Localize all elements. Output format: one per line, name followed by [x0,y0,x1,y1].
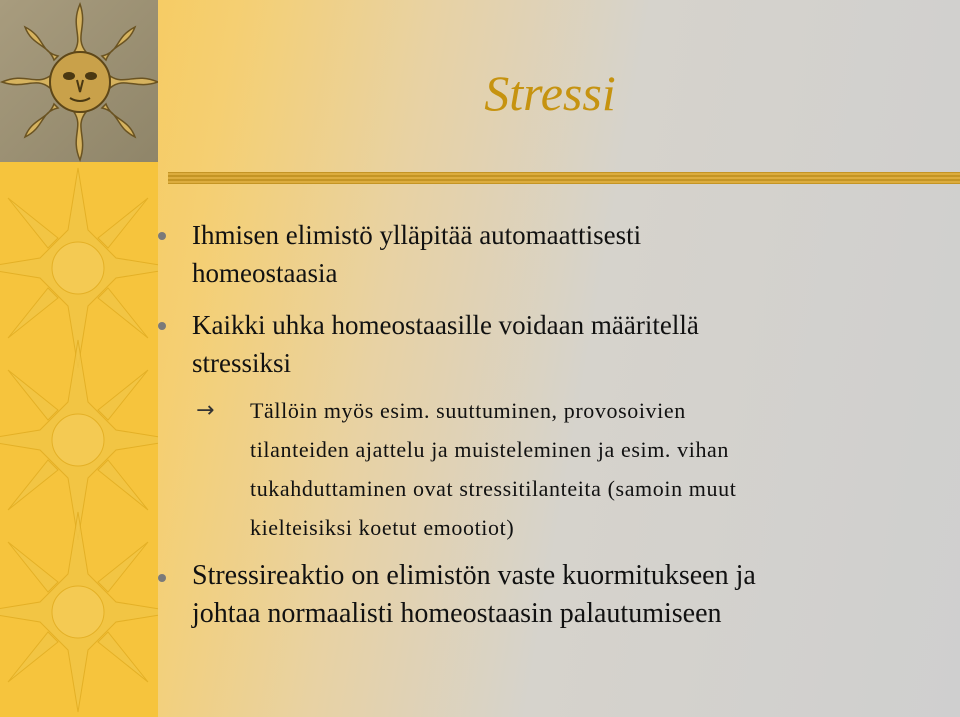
slide-title: Stressi [484,65,616,121]
bullet-marker [158,232,166,240]
sub-bullet-line-4: kielteisiksi koetut emootiot) [250,515,515,540]
sun-icon [0,168,158,368]
logo [0,0,158,162]
bullet-2-line-1: Kaikki uhka homeostaasille voidaan määritellä [192,310,699,340]
sun-face-icon [0,0,158,162]
title-divider [168,172,960,184]
bullet-3-line-1: Stressireaktio on elimistön vaste kuormitukseen ja [192,560,756,591]
sun-icon [0,512,158,712]
bullet-3-line-2: johtaa normaalisti homeostaasin palautumiseen [192,598,722,629]
bullet-1-line-1: Ihmisen elimistö ylläpitää automaattisesti [192,220,642,250]
bullet-2-line-2: stressiksi [192,348,292,378]
arrow-icon: → [196,398,215,423]
bullet-marker [158,574,166,582]
sub-bullet-line-2: tilanteiden ajattelu ja muisteleminen ja esim. vihan [250,437,730,462]
sub-bullet-line-1: Tällöin myös esim. suuttuminen, provosoivien [250,398,686,423]
bullet-marker [158,322,166,330]
sun-icon [0,340,158,540]
bullet-1-line-2: homeostaasia [192,258,338,288]
sub-bullet-line-3: tukahduttaminen ovat stressitilanteita (samoin muut [250,476,737,501]
